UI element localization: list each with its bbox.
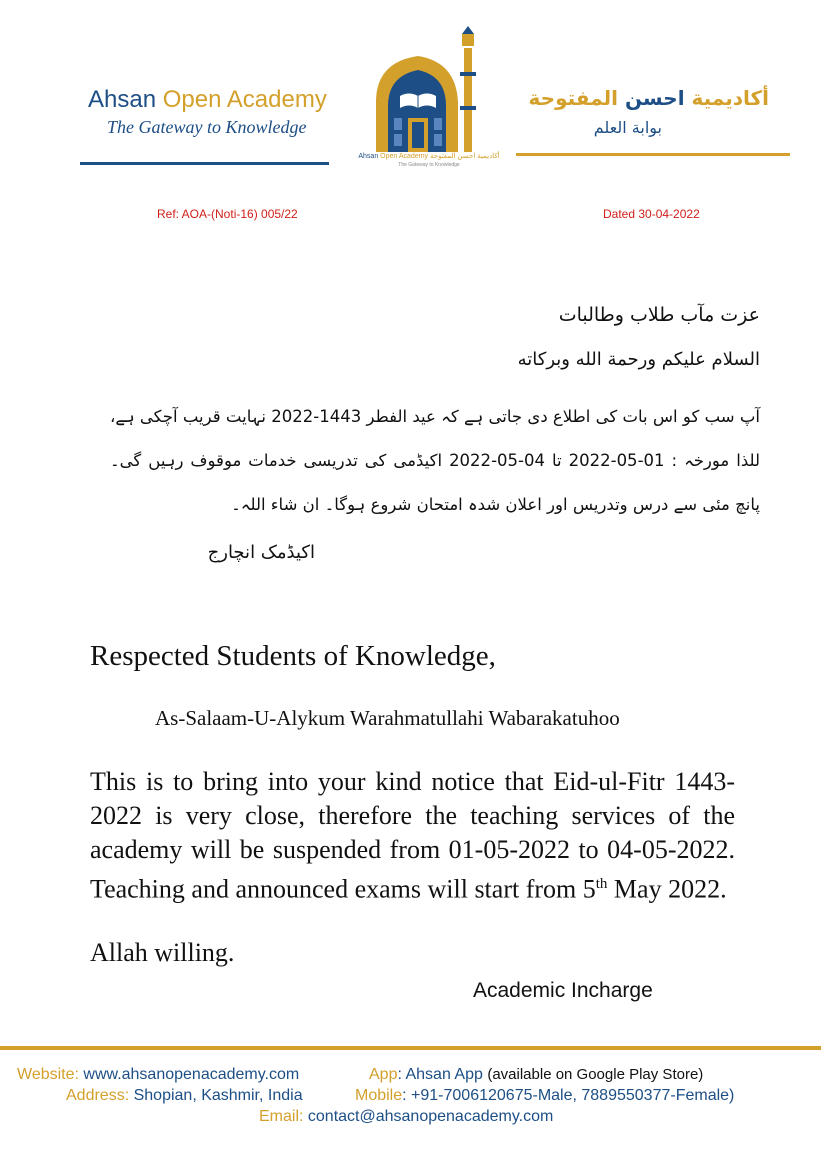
logo-caption bbox=[344, 152, 514, 160]
brand-name-en-main: Ahsan bbox=[88, 86, 163, 113]
urdu-signature: اکیڈمک انچارج bbox=[207, 542, 315, 563]
footer-email-link[interactable]: contact@ahsanopenacademy.com bbox=[307, 1108, 554, 1125]
brand-name-ar bbox=[515, 86, 769, 110]
english-signature: Academic Incharge bbox=[473, 979, 653, 1002]
brand-name-en bbox=[88, 86, 333, 114]
english-body-text: This is to bring into your kind notice that Eid-ul-Fitr 1443-2022 is very close, therefore the teaching services of the academy will be suspended from 01-05-2022 to 04-05-2022. Teaching and announced exams will start from 5 bbox=[90, 767, 735, 904]
footer-website-label: Website: bbox=[17, 1066, 84, 1083]
footer-website bbox=[17, 1066, 299, 1084]
reference-number: Ref: AOA-(Noti-16) 005/22 bbox=[157, 207, 298, 221]
footer-mobile-value: : +91-7006120675-Male, 7889550377-Female) bbox=[402, 1087, 735, 1104]
english-salutation: Respected Students of Knowledge, bbox=[90, 640, 496, 672]
footer-app-note: (available on Google Play Store) bbox=[487, 1066, 704, 1083]
english-greeting: As-Salaam-U-Alykum Warahmatullahi Wabarakatuhoo bbox=[155, 706, 620, 730]
logo-caption-main: Ahsan bbox=[358, 153, 381, 160]
brand-name-ar-right: المفتوحة bbox=[528, 86, 625, 110]
footer-app bbox=[369, 1066, 703, 1084]
header-rule-left bbox=[80, 162, 329, 165]
footer-app-value: : Ahsan App bbox=[397, 1066, 488, 1083]
tagline-en: The Gateway to Knowledge bbox=[107, 117, 307, 137]
footer-address bbox=[66, 1087, 303, 1105]
tagline-ar: بوابة العلم bbox=[593, 118, 662, 137]
urdu-greeting: السلام علیکم ورحمة الله وبرکاته bbox=[517, 349, 760, 370]
footer-app-label: App bbox=[369, 1066, 398, 1083]
footer-mobile bbox=[355, 1087, 734, 1105]
footer-address-label: Address: bbox=[66, 1087, 134, 1104]
brand-name-ar-mid: احسن bbox=[624, 86, 685, 110]
header-rule-right bbox=[516, 153, 790, 156]
english-body-tail: May 2022. bbox=[607, 874, 727, 904]
english-body bbox=[90, 765, 735, 907]
brand-name-en-accent: Open Academy bbox=[162, 86, 327, 113]
footer-address-value: Shopian, Kashmir, India bbox=[133, 1087, 303, 1104]
footer-website-link[interactable]: www.ahsanopenacademy.com bbox=[83, 1066, 300, 1083]
logo-caption-accent: Open Academy bbox=[380, 153, 429, 160]
footer-rule bbox=[0, 1046, 821, 1050]
urdu-salutation: عزت مآب طلاب وطالبات bbox=[558, 304, 760, 326]
english-closing: Allah willing. bbox=[90, 938, 235, 967]
notice-date: Dated 30-04-2022 bbox=[603, 207, 700, 221]
english-body-ordinal: th bbox=[595, 876, 608, 892]
logo-caption-ar: أكاديمية احسن المفتوحة bbox=[430, 153, 500, 160]
urdu-body: آپ سب کو اس بات کی اطلاع دی جاتی ہے کہ عید الفطر 1443-2022 نہایت قریب آچکی ہے، للذا مورخہ : 01-05-2022 تا 04-05-2022 اکیڈمی کی تدریسی خدمات موقوف رہیں گی۔ پانچ مئی سے درس وتدریس اور اعلان شدہ امتحان شروع ہوگا۔ ان شاء اللہ۔ bbox=[110, 407, 760, 514]
footer-email bbox=[259, 1108, 553, 1126]
footer-email-label: Email: bbox=[259, 1108, 308, 1125]
footer-mobile-label: Mobile bbox=[355, 1087, 403, 1104]
logo-caption-sub: The Gateway to Knowledge bbox=[398, 162, 460, 168]
brand-name-ar-left: أكاديمية bbox=[684, 86, 769, 110]
